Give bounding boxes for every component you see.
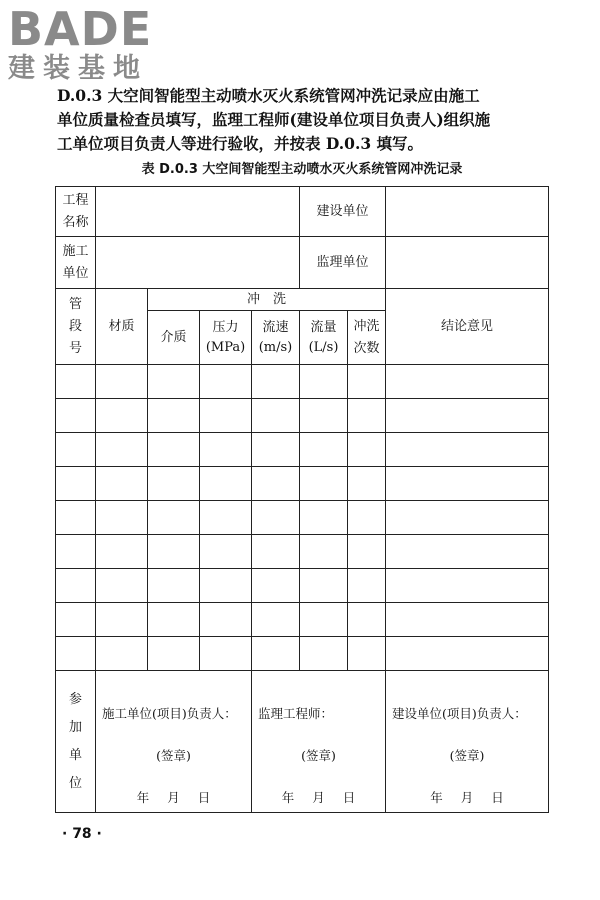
data-row[interactable]: [56, 501, 549, 535]
project-name-label: 工程名称: [56, 187, 96, 237]
flow-label: 流量 (L/s): [300, 311, 348, 365]
sign-construction-seal: (签章): [156, 748, 191, 763]
page-number: · 78 ·: [62, 826, 102, 842]
signature-row: [56, 671, 549, 813]
sign-owner-cell[interactable]: [386, 671, 549, 813]
site-logo: [8, 4, 178, 84]
data-row[interactable]: [56, 603, 549, 637]
supervision-unit-label: 监理单位: [300, 237, 386, 289]
conclusion-label: 结论意见: [386, 289, 549, 365]
pressure-label: 压力 (MPa): [200, 311, 252, 365]
logo-text-sub: 建装基地: [8, 53, 148, 84]
intro-paragraph: [57, 84, 557, 156]
data-row[interactable]: [56, 399, 549, 433]
medium-label: 介质: [148, 311, 200, 365]
data-row[interactable]: [56, 433, 549, 467]
pipe-section-label: 管段号: [56, 289, 96, 365]
sign-owner-title: 建设单位(项目)负责人：: [392, 706, 527, 721]
logo-text-main: BADE: [8, 2, 153, 56]
participants-label: 参加单位: [56, 671, 96, 813]
sign-supervisor-date: 年 月 日: [281, 790, 356, 805]
project-row: [56, 187, 549, 237]
owner-unit-label: 建设单位: [300, 187, 386, 237]
material-label: 材质: [96, 289, 148, 365]
sign-supervisor-seal: (签章): [301, 748, 336, 763]
sign-construction-date: 年 月 日: [136, 790, 211, 805]
project-name-value[interactable]: [96, 187, 300, 237]
data-row[interactable]: [56, 569, 549, 603]
owner-unit-value[interactable]: [386, 187, 549, 237]
construction-unit-label: 施工单位: [56, 237, 96, 289]
sign-construction-cell[interactable]: [96, 671, 252, 813]
data-row[interactable]: [56, 637, 549, 671]
header-row-1: [56, 289, 549, 311]
times-label: 冲洗次数: [348, 311, 386, 365]
intro-line: 工单位项目负责人等进行验收，并按表 D.0.3 填写。: [57, 134, 424, 153]
sign-owner-date: 年 月 日: [430, 790, 504, 805]
data-row[interactable]: [56, 365, 549, 399]
flushing-record-table: [55, 186, 549, 813]
intro-line: 单位质量检查员填写，监理工程师(建设单位项目负责人)组织施: [57, 110, 491, 129]
flushing-label: 冲 洗: [148, 289, 386, 311]
sign-construction-title: 施工单位(项目)负责人：: [102, 706, 237, 721]
sign-supervisor-title: 监理工程师：: [258, 706, 334, 721]
construction-row: [56, 237, 549, 289]
sign-owner-seal: (签章): [449, 748, 485, 763]
sign-supervisor-cell[interactable]: [252, 671, 386, 813]
table-caption: 表 D.0.3 大空间智能型主动喷水灭火系统管网冲洗记录: [141, 162, 463, 177]
data-row[interactable]: [56, 535, 549, 569]
velocity-label: 流速 (m/s): [252, 311, 300, 365]
data-row[interactable]: [56, 467, 549, 501]
construction-unit-value[interactable]: [96, 237, 300, 289]
intro-line: D.0.3 大空间智能型主动喷水灭火系统管网冲洗记录应由施工: [57, 86, 480, 105]
supervision-unit-value[interactable]: [386, 237, 549, 289]
